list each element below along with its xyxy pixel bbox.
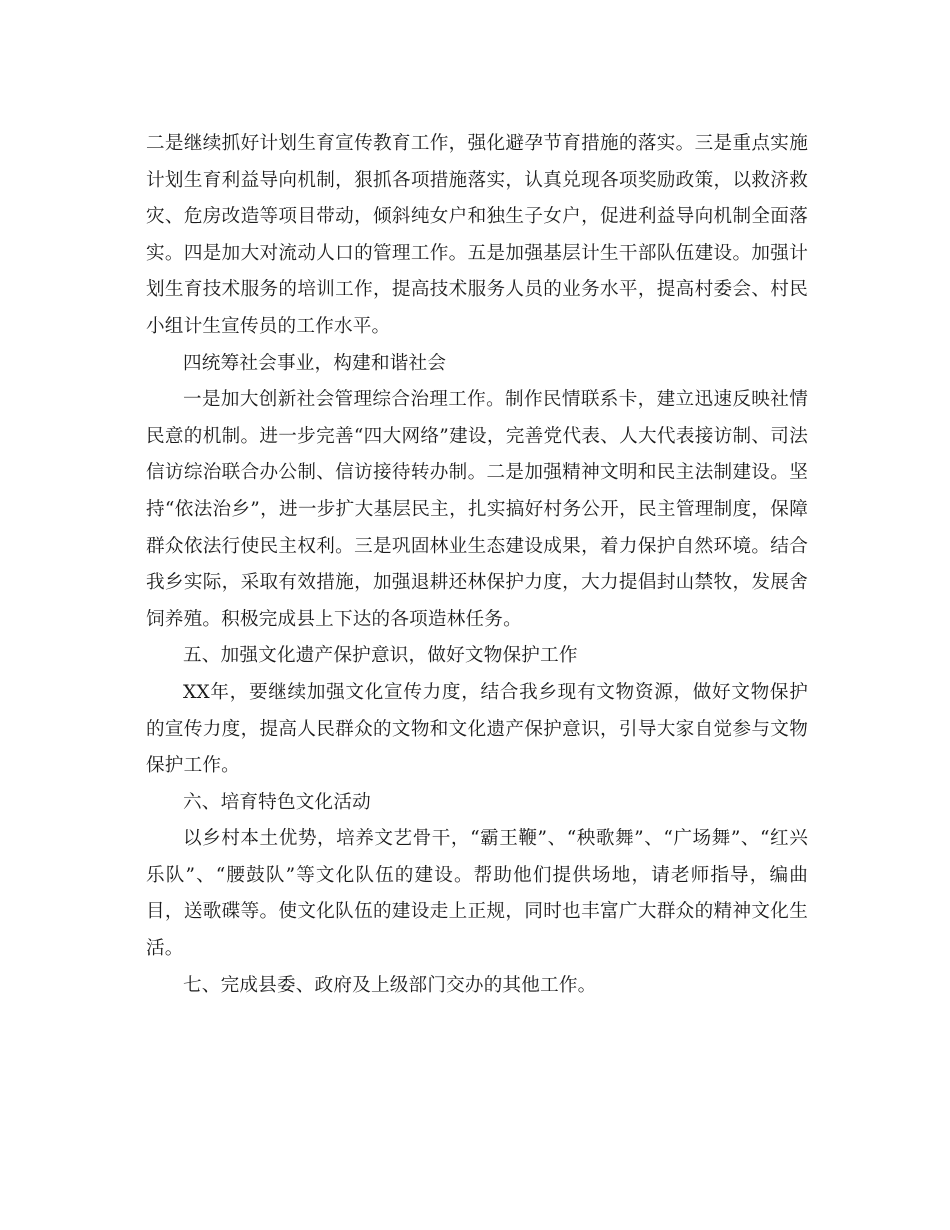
section-heading-social-affairs: 四统筹社会事业，构建和谐社会 [183, 352, 447, 374]
paragraph-cultural-activities: 以乡村本土优势，培养文艺骨干，“霸王鞭”、“秧歌舞”、“广场舞”、“红兴乐队”、“腰鼓队”等文化队伍的建设。帮助他们提供场地，请老师指导，编曲目，送歌碟等。使文化队伍的建设走上正规，同时也丰富广大群众的精神文化生活。 [146, 828, 808, 960]
section-heading-other-work: 七、完成县委、政府及上级部门交办的其他工作。 [183, 974, 597, 996]
section-heading-cultural-activities: 六、培育特色文化活动 [183, 791, 371, 813]
paragraph-social-management: 一是加大创新社会管理综合治理工作。制作民情联系卡，建立迅速反映社情民意的机制。进一步完善“四大网络”建设，完善党代表、人大代表接访制、司法信访综治联合办公制、信访接待转办制。二是加强精神文明和民主法制建设。坚持“依法治乡”，进一步扩大基层民主，扎实搞好村务公开，民主管理制度，保障群众依法行使民主权利。三是巩固林业生态建设成果，着力保护自然环境。结合我乡实际，采取有效措施，加强退耕还林保护力度，大力提倡封山禁牧，发展舍饲养殖。积极完成县上下达的各项造林任务。 [146, 389, 808, 630]
paragraph-cultural-heritage: XX年，要继续加强文化宣传力度，结合我乡现有文物资源，做好文物保护的宣传力度，提高人民群众的文物和文化遗产保护意识，引导大家自觉参与文物保护工作。 [146, 681, 808, 777]
section-heading-cultural-heritage: 五、加强文化遗产保护意识，做好文物保护工作 [183, 645, 578, 667]
paragraph-family-planning: 二是继续抓好计划生育宣传教育工作，强化避孕节育措施的落实。三是重点实施计划生育利益导向机制，狠抓各项措施落实，认真兑现各项奖励政策，以救济救灾、危房改造等项目带动，倾斜纯女户和独生子女户，促进利益导向机制全面落实。四是加大对流动人口的管理工作。五是加强基层计生干部队伍建设。加强计划生育技术服务的培训工作，提高技术服务人员的业务水平，提高村委会、村民小组计生宣传员的工作水平。 [146, 133, 808, 337]
document-body [146, 126, 808, 1004]
